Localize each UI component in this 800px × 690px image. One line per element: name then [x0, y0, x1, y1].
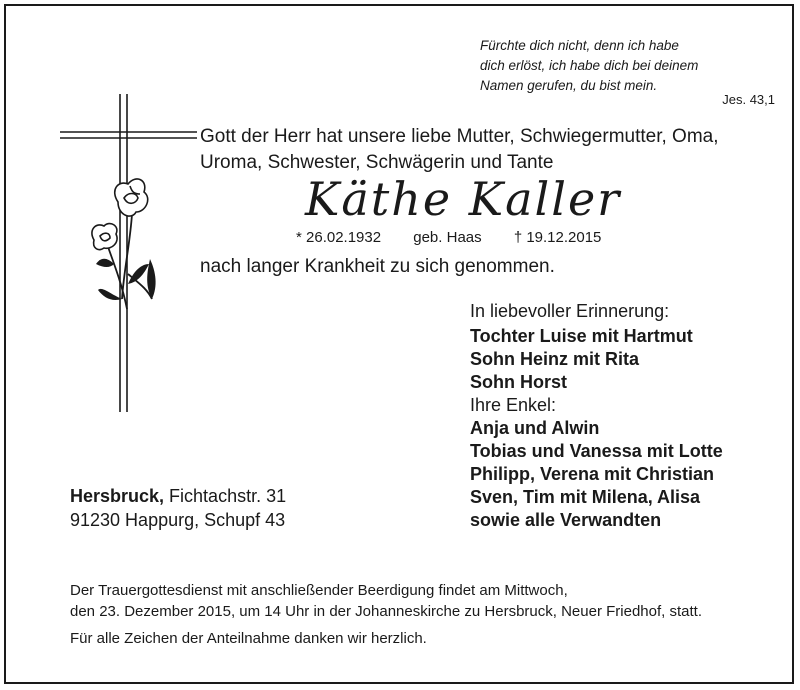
intro-text [200, 124, 760, 176]
family-heading: In liebevoller Erinnerung: [470, 301, 670, 321]
family-list [470, 300, 780, 532]
verse-line: Namen gerufen, du bist mein. [480, 78, 658, 93]
verse-line: Fürchte dich nicht, denn ich habe [480, 38, 679, 53]
service-line: Der Trauergottesdienst mit anschließender Beerdigung findet am Mittwoch, [70, 582, 568, 599]
mourner-name: Sven, Tim mit Milena, Alisa [470, 487, 701, 507]
service-line: den 23. Dezember 2015, um 14 Uhr in der Johanneskirche zu Hersbruck, Neuer Friedhof, statt. [70, 603, 702, 620]
address-city: Hersbruck, [70, 486, 165, 506]
closing-text: nach langer Krankheit zu sich genommen. [200, 256, 555, 277]
address-line [70, 484, 286, 508]
address-street: Fichtachstr. 31 [164, 486, 287, 506]
mourner-name: Philipp, Verena mit Christian [470, 464, 715, 484]
mourner-name: Tochter Luise mit Hartmut [470, 326, 693, 346]
verse-line: dich erlöst, ich habe dich bei deinem [480, 58, 699, 73]
grandchildren-heading: Ihre Enkel: [470, 395, 557, 415]
maiden-name: geb. Haas [413, 229, 482, 246]
verse-reference: Jes. 43,1 [722, 92, 775, 107]
death-date: † 19.12.2015 [513, 229, 602, 246]
cross-with-rose-icon [52, 94, 212, 414]
deceased-name: Käthe Kaller [305, 172, 622, 226]
address-block [70, 484, 286, 532]
address-line: 91230 Happurg, Schupf 43 [70, 510, 286, 530]
thanks-line: Für alle Zeichen der Anteilnahme danken wir herzlich. [70, 630, 427, 647]
intro-line: Gott der Herr hat unsere liebe Mutter, Schwiegermutter, Oma, [200, 126, 719, 147]
service-info [70, 580, 770, 649]
mourner-name: sowie alle Verwandten [470, 510, 662, 530]
mourner-name: Anja und Alwin [470, 418, 600, 438]
life-dates [296, 229, 629, 246]
bible-verse [480, 36, 770, 96]
mourner-name: Sohn Horst [470, 372, 567, 392]
mourner-name: Tobias und Vanessa mit Lotte [470, 441, 723, 461]
mourner-name: Sohn Heinz mit Rita [470, 349, 640, 369]
birth-date: * 26.02.1932 [296, 229, 382, 246]
intro-line: Uroma, Schwester, Schwägerin und Tante [200, 152, 554, 173]
